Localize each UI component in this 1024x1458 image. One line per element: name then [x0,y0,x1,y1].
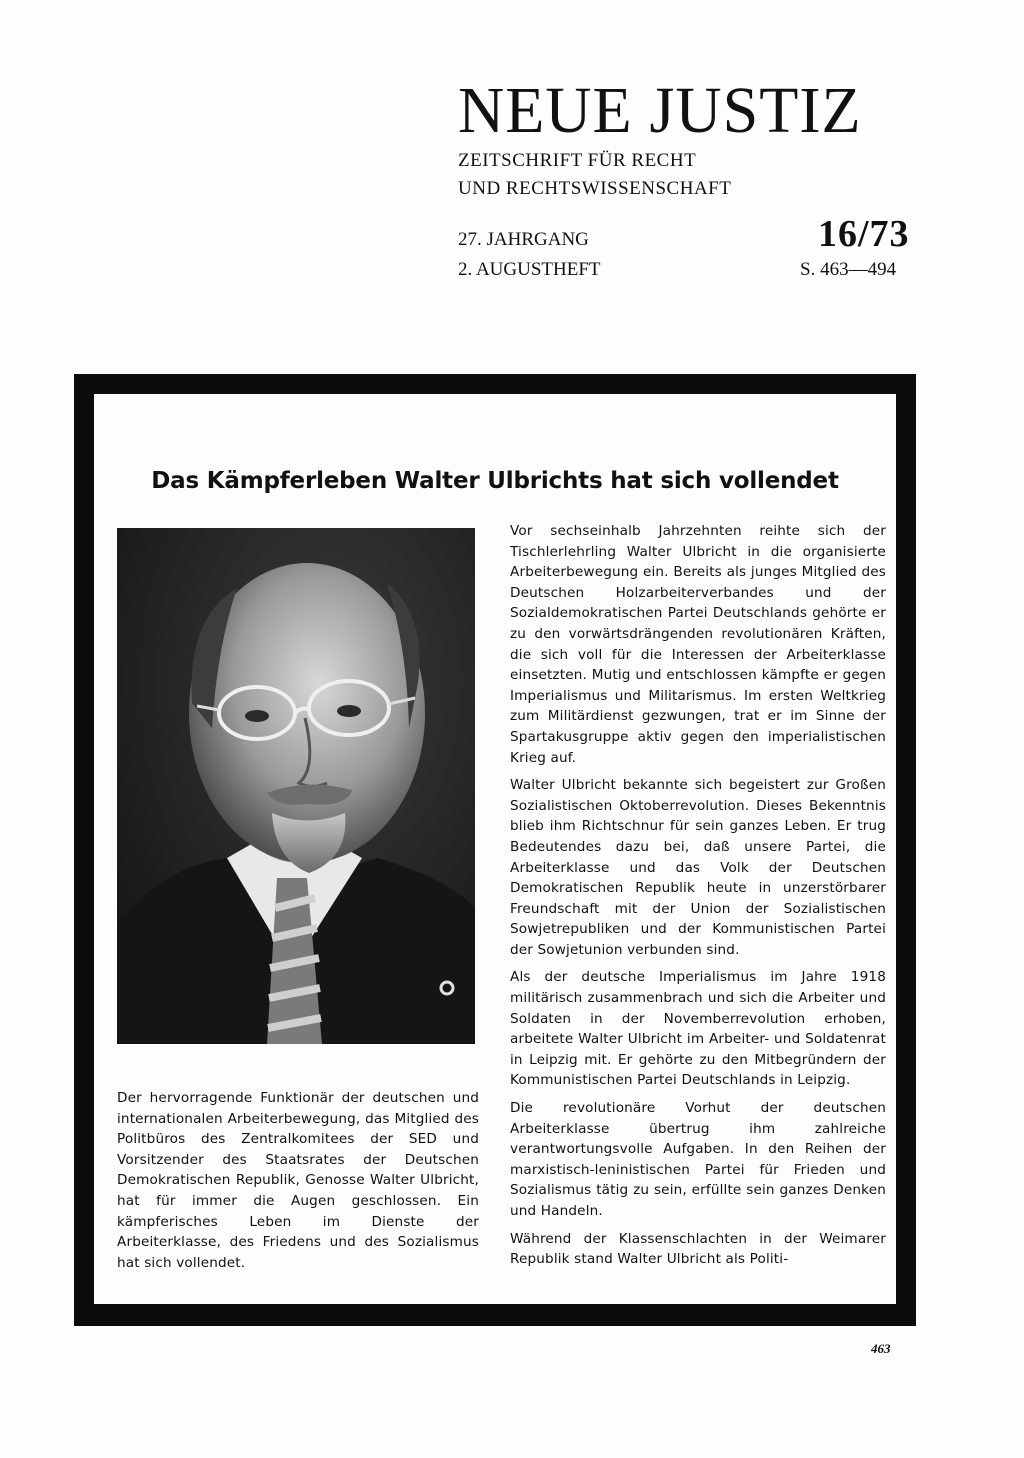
body-paragraph-4: Die revolutionäre Vorhut der deutschen Arbeiterklasse übertrug ihm zahlreiche verantwortungsvolle Aufgaben. In den Reihen der marxistisch-leninistischen Partei für Frieden und Sozialismus tätig zu sein, erfüllte sein ganzes Denken und Handeln. [510,1100,886,1219]
article-body [510,521,886,1277]
obituary-panel [94,394,896,1304]
photo-caption: Der hervorragende Funktionär der deutschen und internationalen Arbeiterbewegung, das Mitglied des Politbüros des Zentralkomitees der SED und Vorsitzender des Staatsrates der Deutschen Demokratischen Republik, Genosse Walter Ulbricht, hat für immer die Augen geschlossen. Ein kämpferisches Leben im Dienste der Arbeiterklasse, des Friedens und des Sozialismus hat sich vollendet. [117,1090,479,1271]
page-range: S. 463—494 [800,259,897,280]
journal-subtitle-line-1: ZEITSCHRIFT FÜR RECHT [458,150,697,171]
article-headline: Das Kämpferleben Walter Ulbrichts hat sich vollendet [151,468,839,494]
body-paragraph-2: Walter Ulbricht bekannte sich begeistert zur Großen Sozialistischen Oktoberrevolution. Dieses Bekenntnis blieb ihm Richtschnur für sein ganzes Leben. Er trug Bedeutendes dazu bei, daß unsere Partei, die Arbeiterklasse und das Volk der Deutschen Demokratischen Republik heute in unzerstörbarer Freundschaft mit der Union der Sozialistischen Sowjetrepubliken und der Kommunistischen Partei der Sowjetunion verbunden sind. [510,777,886,958]
body-paragraph-5: Während der Klassenschlachten in der Weimarer Republik stand Walter Ulbricht als Politi- [510,1230,886,1268]
issue-number: 16/73 [818,213,910,255]
body-paragraph-3: Als der deutsche Imperialismus im Jahre 1918 militärisch zusammenbrach und sich die Arbeiter und Soldaten in der Novemberrevolution erhoben, arbeitete Walter Ulbricht im Arbeiter- und Soldatenrat in Leipzig mit. Er gehörte zu den Mitbegründern der Kommunistischen Partei Deutschlands in Leipzig. [510,969,886,1089]
masthead-title-block [458,74,918,147]
journal-title: NEUE JUSTIZ [458,74,862,147]
issue-part-label: 2. AUGUSTHEFT [458,259,601,280]
volume-label: 27. JAHRGANG [458,229,589,250]
page-number: 463 [871,1341,891,1356]
journal-subtitle-line-2: UND RECHTSWISSENSCHAFT [458,178,732,199]
obituary-black-frame [74,374,916,1326]
body-paragraph-1: Vor sechseinhalb Jahrzehnten reihte sich der Tischlerlehrling Walter Ulbricht in die organisierte Arbeiterbewegung ein. Bereits als junges Mitglied des Deutschen Holzarbeiterverbandes und der Sozialdemokratischen Partei Deutschlands gehörte er zu den vorwärtsdrängenden revolutionären Kräften, die sich voll für die Interessen der Arbeiterklasse einsetzten. Mutig und entschlossen kämpfte er gegen Imperialismus und Militarismus. Im ersten Weltkrieg zum Militärdienst gezwungen, trat er im Sinne der Spartakusgruppe aktiv gegen den imperialistischen Krieg auf. [510,523,886,766]
portrait-photo-icon [117,528,475,1044]
